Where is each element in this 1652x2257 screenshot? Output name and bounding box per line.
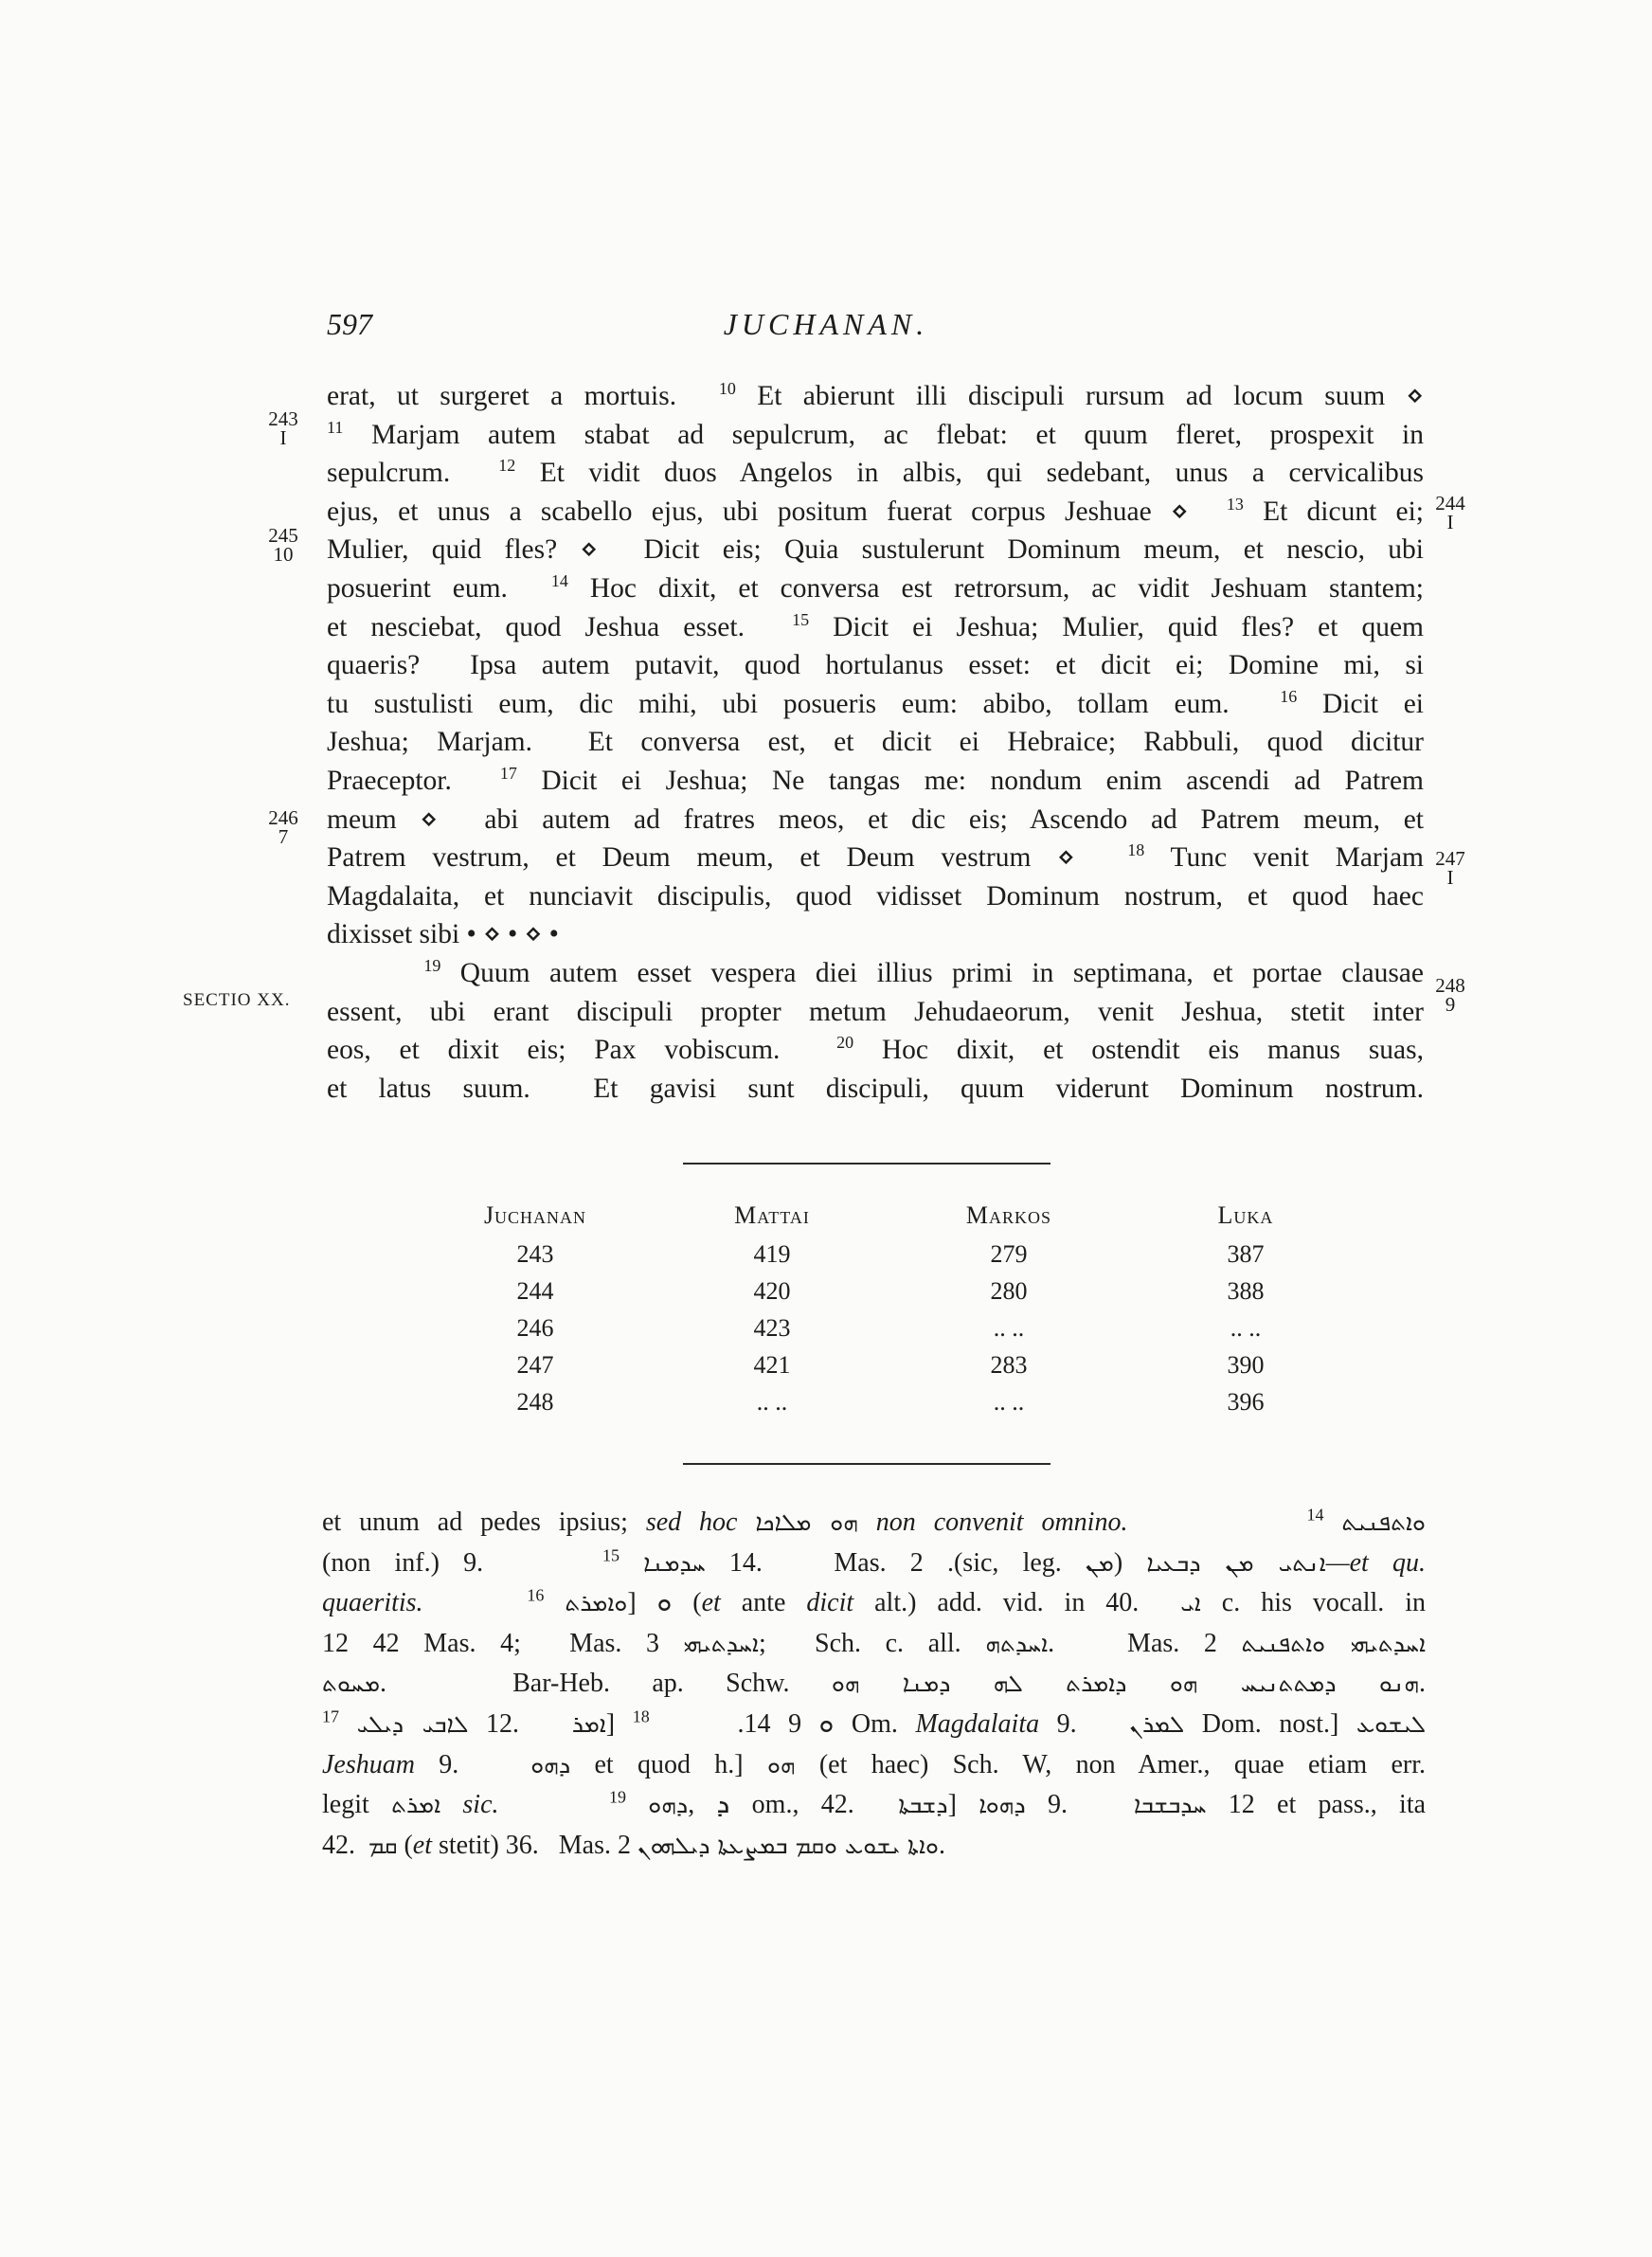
- italic-run: sic.: [462, 1790, 499, 1820]
- verse-number: 18: [1127, 840, 1145, 860]
- margin-number: 244 I: [1435, 492, 1465, 533]
- table-top-rule: [683, 1163, 1050, 1165]
- syriac-run: ܗܢܘ ܕܡܬܬܢܝܚ ܗܘ ܕܐܡܪܬ ܠܗ ܕܡܢܐ ܗܘ: [831, 1670, 1420, 1698]
- text-run: Dom. nost.]: [1184, 1708, 1356, 1739]
- text-run: . Mas. 2: [1048, 1628, 1242, 1658]
- text-line: [327, 954, 1424, 993]
- syriac-run: ܐܝ: [1180, 1589, 1201, 1617]
- text-run: ante: [720, 1588, 807, 1618]
- italic-run: et: [412, 1830, 432, 1860]
- text-run: 9.: [1039, 1708, 1130, 1739]
- text-line: [327, 723, 1424, 762]
- text-run: [1127, 1508, 1306, 1537]
- text-run: ): [1113, 1547, 1147, 1578]
- verse-number: 11: [327, 417, 344, 437]
- text-run: alt.) add. vid. in 40.: [853, 1588, 1181, 1618]
- verse-number: 20: [836, 1033, 854, 1053]
- table-header-row: [417, 1201, 1364, 1236]
- verse-number: 13: [1226, 494, 1244, 514]
- syriac-run: ܕܫܒܬܐ: [898, 1791, 948, 1819]
- text-line: [327, 685, 1424, 724]
- text-run: et quod h.]: [570, 1749, 767, 1779]
- column-header: Markos: [965, 1201, 1052, 1229]
- table-cell: 396: [1227, 1387, 1265, 1416]
- italic-run: —et qu.: [1325, 1547, 1426, 1578]
- text-run: Dicit ei Jeshua; Ne tangas me: nondum enim ascendi ad Patrem: [516, 765, 1425, 796]
- text-run: dixisset sibi • ⋄ • ⋄ •: [327, 919, 559, 950]
- table-bottom-rule: [683, 1463, 1050, 1465]
- text-line: [327, 762, 1424, 801]
- verse-number: 14: [550, 571, 568, 591]
- text-run: Mulier, quid fles? ⋄ Dicit eis; Quia sustulerunt Dominum meum, et nescio, ubi: [327, 534, 1424, 566]
- table-cell: .. ..: [993, 1387, 1025, 1416]
- italic-run: Jeshuam: [322, 1749, 415, 1779]
- text-run: ] ܘ (: [627, 1588, 702, 1618]
- text-line: [327, 646, 1424, 685]
- note-line: [322, 1705, 1426, 1745]
- text-run: ]: [947, 1790, 979, 1820]
- text-run: 12.: [468, 1708, 572, 1739]
- note-line: [322, 1785, 1426, 1826]
- syriac-run: ܠܡܪܢ: [1129, 1709, 1185, 1738]
- table-cell: 247: [516, 1350, 554, 1379]
- text-run: c. his vocall. in: [1200, 1588, 1426, 1618]
- note-number: 16: [527, 1585, 545, 1605]
- text-run: 42.: [322, 1830, 368, 1860]
- verse-number: 15: [792, 609, 810, 629]
- text-line: [327, 377, 1424, 416]
- text-run: 9.: [414, 1749, 531, 1779]
- table-cell: 388: [1227, 1276, 1265, 1305]
- text-run: Om.: [834, 1708, 916, 1739]
- text-line: [327, 1031, 1424, 1070]
- note-line: [322, 1826, 1426, 1867]
- text-run: Marjam autem stabat ad sepulcrum, ac flebat: et quum fleret, prospexit in: [343, 419, 1424, 450]
- table-cell: 279: [990, 1239, 1028, 1268]
- syriac-run: ܕܗܘܐ: [979, 1791, 1026, 1819]
- syriac-run: ܚܕܒܫܒܐ: [1133, 1791, 1207, 1819]
- margin-number: 246 7: [268, 806, 298, 848]
- syriac-run: ܩܡ: [368, 1831, 398, 1859]
- syriac-run: ܘܐܡܪܬ: [565, 1589, 628, 1617]
- syriac-run: ܐܚܕܬܝܗܝ: [683, 1629, 759, 1657]
- italic-run: et: [701, 1588, 721, 1618]
- table-cell: 280: [990, 1276, 1028, 1305]
- text-run: Patrem vestrum, et Deum meum, et Deum vestrum ⋄: [327, 842, 1128, 874]
- table-cell: .. ..: [1230, 1313, 1262, 1342]
- text-run: [544, 1588, 565, 1617]
- text-run: et nesciebat, quod Jeshua esset.: [327, 611, 793, 642]
- syriac-run: ܕܗܘ: [648, 1791, 689, 1819]
- text-run: Dicit ei: [1297, 688, 1424, 719]
- text-run: [1324, 1508, 1342, 1537]
- table-cell: 419: [753, 1239, 791, 1268]
- text-run: Dicit ei Jeshua; Mulier, quid fles? et quem: [809, 611, 1424, 642]
- table-cell: 390: [1227, 1350, 1265, 1379]
- syriac-run: ܐܡܪܬ: [391, 1791, 441, 1819]
- text-run: Et abierunt illi discipuli rursum ad locum suum ⋄: [735, 381, 1424, 411]
- text-run: meum ⋄ abi autem ad fratres meos, et dic eis; Ascendo ad Patrem meum, et: [327, 803, 1424, 835]
- verse-number: 16: [1280, 686, 1298, 706]
- text-line: [327, 915, 1424, 954]
- text-line: [327, 1070, 1424, 1109]
- table-cell: 420: [753, 1276, 791, 1305]
- text-line: [327, 569, 1424, 608]
- syriac-run: ܠܐܒܝ ܕܝܠܝ: [356, 1709, 469, 1738]
- text-run: sepulcrum.: [327, 458, 499, 489]
- syriac-run: ܗܘ ܡܠܐܟܐ: [755, 1508, 858, 1536]
- text-run: [339, 1709, 357, 1739]
- italic-run: dicit: [806, 1588, 854, 1618]
- table-row: [417, 1346, 1364, 1383]
- table-cell: 283: [990, 1350, 1028, 1379]
- note-line: [322, 1664, 1426, 1705]
- text-run: [499, 1790, 609, 1819]
- margin-number: 243 I: [268, 407, 298, 449]
- syriac-run: ܗܘ: [766, 1750, 796, 1779]
- text-run: 12 42 Mas. 4; Mas. 3: [322, 1628, 684, 1658]
- text-run: essent, ubi erant discipuli propter metum Jehudaeorum, venit Jeshua, stetit inter: [327, 996, 1424, 1027]
- syriac-run: ܐܡܪ: [571, 1709, 606, 1738]
- table-row: [417, 1236, 1364, 1273]
- text-run: stetit) 36. Mas. 2: [432, 1830, 637, 1860]
- note-line: [322, 1503, 1426, 1544]
- text-run: Praeceptor.: [327, 765, 500, 796]
- table-cell: .. ..: [993, 1313, 1025, 1342]
- text-run: . Bar-Heb. ap. Schw.: [380, 1669, 832, 1699]
- italic-run: sed hoc: [645, 1508, 756, 1537]
- note-line: [322, 1544, 1426, 1584]
- section-label: SECTIO XX.: [183, 990, 291, 1010]
- text-run: ] ܘ 9 14.: [605, 1708, 835, 1739]
- syriac-run: ܘܐܬܦܢܝܬ: [1341, 1508, 1427, 1536]
- note-number: 17: [322, 1706, 339, 1726]
- table-cell: 423: [753, 1313, 791, 1342]
- verse-number: 17: [499, 764, 517, 784]
- text-run: [626, 1790, 648, 1819]
- text-run: [423, 1588, 528, 1617]
- text-run: 9.: [1025, 1790, 1134, 1820]
- text-run: Quum autem esset vespera diei illius primi in septimana, et portae clausae: [440, 957, 1424, 988]
- text-line: [327, 454, 1424, 493]
- syriac-run: ܕܗܘ: [530, 1750, 571, 1779]
- table-row: [417, 1309, 1364, 1346]
- text-line: [327, 531, 1424, 569]
- text-line: [327, 839, 1424, 877]
- text-line: [327, 493, 1424, 532]
- margin-number: 247 I: [1435, 847, 1465, 889]
- note-line: [322, 1583, 1426, 1624]
- text-run: et unum ad pedes ipsius;: [322, 1508, 646, 1537]
- syriac-run: ܐܢܬܝ ܡܢ ܕܒܥܝܐ: [1146, 1548, 1326, 1577]
- column-header: Mattai: [734, 1201, 810, 1229]
- text-run: Tunc venit Marjam: [1144, 842, 1424, 874]
- text-run: et latus suum. Et gavisi sunt discipuli, quum viderunt Dominum nostrum.: [327, 1073, 1424, 1104]
- text-line: [327, 993, 1424, 1032]
- text-run: Jeshua; Marjam. Et conversa est, et dicit ei Hebraice; Rabbuli, quod dicitur: [327, 727, 1424, 758]
- table-cell: 243: [516, 1239, 554, 1268]
- note-line: [322, 1745, 1426, 1786]
- text-run: posuerint eum.: [327, 572, 551, 604]
- italic-run: quaeritis.: [322, 1588, 423, 1618]
- syriac-run: ܘܐܬܐ ܝܫܘܥ ܘܩܡ ܒܡܨܥܬܐ ܕܝܠܗܘܢ: [637, 1831, 939, 1859]
- column-header: Luka: [1217, 1201, 1274, 1229]
- text-run: erat, ut surgeret a mortuis.: [327, 381, 719, 411]
- text-line: [327, 877, 1424, 916]
- table-cell: 246: [516, 1313, 554, 1342]
- text-line: [327, 801, 1424, 840]
- text-run: Hoc dixit, et conversa est retrorsum, ac vidit Jeshuam stantem;: [567, 572, 1424, 604]
- note-number: 19: [608, 1787, 626, 1807]
- table-row: [417, 1273, 1364, 1309]
- table-cell: 421: [753, 1350, 791, 1379]
- verse-number: 10: [718, 379, 736, 399]
- table-cell: 248: [516, 1387, 554, 1416]
- text-run: .: [938, 1830, 945, 1860]
- text-run: Magdalaita, et nunciavit discipulis, quod vidisset Dominum nostrum, et quod haec: [327, 880, 1424, 912]
- italic-run: non convenit omnino.: [857, 1508, 1128, 1537]
- text-run: (: [397, 1830, 413, 1860]
- text-run: 14. Mas. 2 .(sic, leg.: [705, 1547, 1086, 1578]
- text-run: quaeris? Ipsa autem putavit, quod hortulanus esset: et dicit ei; Domine mi, si: [327, 650, 1424, 681]
- syriac-run: ܐܚܕܬܗ: [985, 1629, 1049, 1657]
- margin-number: 248 9: [1435, 974, 1465, 1016]
- text-run: ; Sch. c. all.: [758, 1628, 986, 1658]
- text-run: [620, 1548, 643, 1578]
- syriac-run: ܐܚܕܬܝܗܝ ܘܐܬܦܢܝܬ: [1241, 1629, 1426, 1657]
- text-run: [440, 1790, 462, 1819]
- text-run: Hoc dixit, et ostendit eis manus suas,: [853, 1035, 1425, 1066]
- concordance-table: [417, 1201, 1364, 1420]
- text-run: , ܕ om., 42.: [688, 1790, 899, 1820]
- note-number: 15: [602, 1545, 620, 1565]
- note-number: 18: [632, 1706, 650, 1726]
- table-cell: 244: [516, 1276, 554, 1305]
- table-cell: 387: [1227, 1239, 1265, 1268]
- note-number: 14: [1306, 1505, 1324, 1525]
- text-run: Et dicunt ei;: [1243, 496, 1425, 527]
- text-run: legit: [322, 1790, 392, 1820]
- text-run: (non inf.) 9.: [322, 1547, 602, 1578]
- table-row: [417, 1383, 1364, 1420]
- text-run: [327, 958, 423, 988]
- text-line: [327, 608, 1424, 647]
- running-title: JUCHANAN.: [723, 307, 929, 341]
- syriac-run: ܚܕܡܢܐ: [643, 1548, 706, 1577]
- syriac-run: ܡܚܘܬ: [322, 1670, 381, 1698]
- critical-notes: [322, 1503, 1426, 1866]
- table-cell: .. ..: [756, 1387, 788, 1416]
- text-run: ejus, et unus a scabello ejus, ubi positum fuerat corpus Jeshuae ⋄: [327, 496, 1227, 527]
- text-run: eos, et dixit eis; Pax vobiscum.: [327, 1035, 837, 1066]
- text-run: 12 et pass., ita: [1206, 1790, 1427, 1820]
- italic-run: Magdalaita: [915, 1708, 1040, 1739]
- note-line: [322, 1624, 1426, 1665]
- main-text: [327, 377, 1424, 1108]
- column-header: Juchanan: [483, 1201, 587, 1229]
- verse-number: 19: [423, 956, 441, 976]
- verse-number: 12: [498, 456, 516, 476]
- text-run: (et haec) Sch. W, non Amer., quae etiam err.: [795, 1749, 1427, 1779]
- text-line: [327, 416, 1424, 455]
- page-number: 597: [327, 307, 372, 341]
- text-run: Et vidit duos Angelos in albis, qui sedebant, unus a cervicalibus: [515, 458, 1424, 489]
- syriac-run: ܡܢ: [1085, 1548, 1114, 1577]
- margin-number: 245 10: [268, 524, 298, 566]
- syriac-run: ܠܝܫܘܥ: [1356, 1709, 1427, 1738]
- text-run: .: [1419, 1669, 1427, 1699]
- text-run: tu sustulisti eum, dic mihi, ubi posueris eum: abibo, tollam eum.: [327, 688, 1281, 719]
